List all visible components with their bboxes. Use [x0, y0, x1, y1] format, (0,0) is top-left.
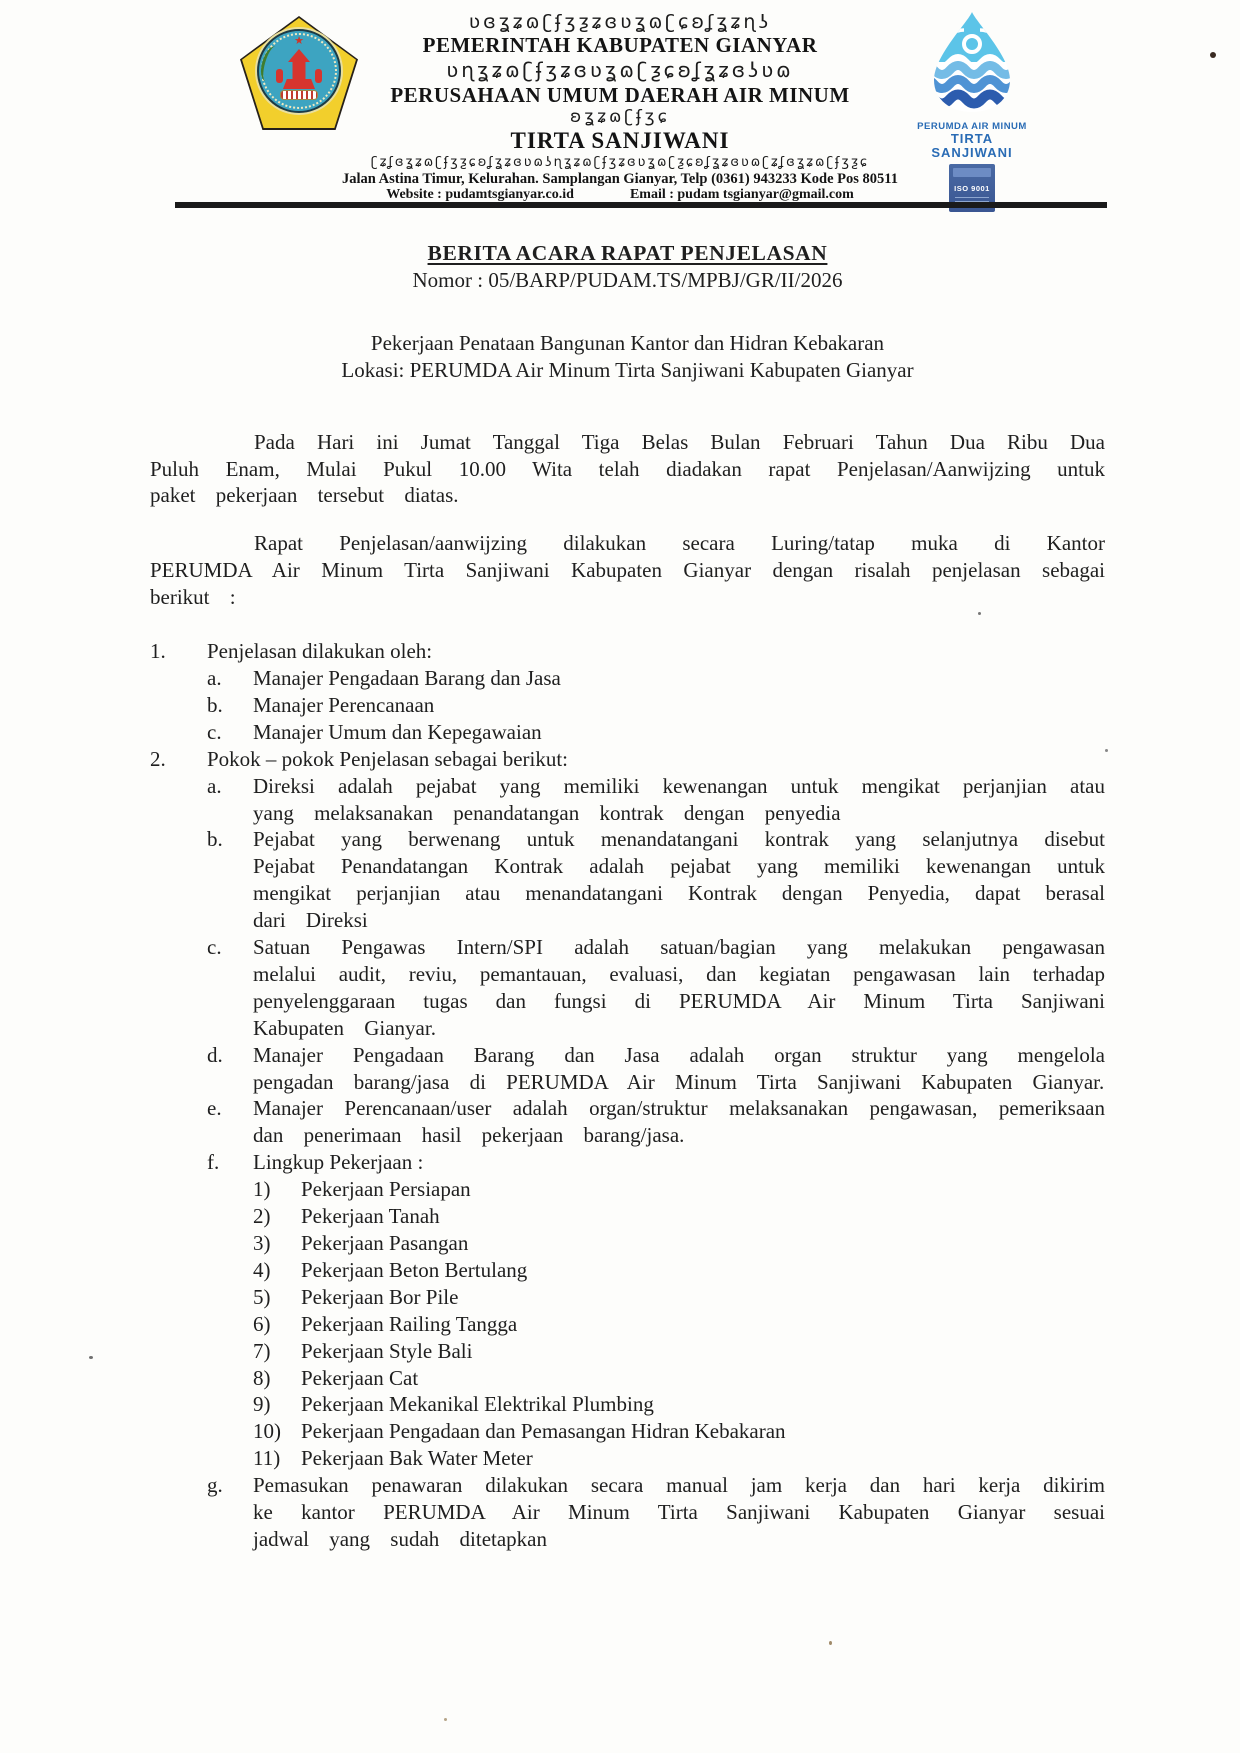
scan-speck	[89, 1356, 93, 1359]
list-item-marker: 7)	[253, 1338, 271, 1363]
scan-speck	[829, 1641, 832, 1645]
list-item-content	[301, 1176, 1105, 1203]
list-item-text: Direksi adalah pejabat yang memiliki kewenangan untuk mengikat perjanjian atau yang melaksanakan penandatangan kontrak dengan penyedia	[253, 773, 1105, 825]
list-item	[207, 826, 1105, 934]
list-item-content	[301, 1418, 1105, 1445]
government-name: PEMERINTAH KABUPATEN GIANYAR	[422, 33, 818, 57]
list-item-text: Manajer Perencanaan	[253, 692, 435, 717]
list-item	[253, 1230, 1105, 1257]
subject-block	[150, 330, 1105, 384]
list-item-content	[207, 638, 1105, 746]
list-item-content	[253, 1472, 1105, 1553]
list-item-content	[301, 1445, 1105, 1472]
letterhead	[0, 0, 1240, 210]
list-item-content	[301, 1203, 1105, 1230]
document-title: BERITA ACARA RAPAT PENJELASAN	[427, 241, 828, 265]
list-item-text: Pekerjaan Persiapan	[301, 1177, 471, 1202]
list-item-marker: e.	[207, 1096, 222, 1121]
document-number: Nomor : 05/BARP/PUDAM.TS/MPBJ/GR/II/2026	[412, 267, 843, 292]
list-item	[207, 1095, 1105, 1149]
list-item	[207, 1472, 1105, 1553]
list-item-marker: 4)	[253, 1257, 271, 1282]
list-item-marker: 1)	[253, 1177, 271, 1202]
crest-star-icon: ★	[294, 35, 304, 47]
list-item-marker: 6)	[253, 1311, 271, 1336]
document-body	[150, 240, 1105, 1553]
list-item	[207, 934, 1105, 1042]
list-item-content	[301, 1365, 1105, 1392]
list-item-text: Pekerjaan Beton Bertulang	[301, 1257, 528, 1282]
balinese-script-line-2: ʋɳʓʑɷʗʄʒʑɞʋʓɷʗƺɕʚʆʓʑɞʖʋɷ	[446, 58, 794, 82]
opening-paragraph: Pada Hari ini Jumat Tanggal Tiga Belas Bulan Februari Tahun Dua Ribu Dua Puluh Enam, Mulai Pukul 10.00 Wita telah diadakan rapat Penjelasan/Aanwijzing untuk paket pekerjaan tersebut diatas.	[150, 429, 1105, 508]
list-item	[253, 1284, 1105, 1311]
list-item-text: Pekerjaan Pasangan	[301, 1231, 469, 1255]
list-item	[253, 1338, 1105, 1365]
letterhead-divider	[175, 202, 1107, 208]
list-item-marker: a.	[207, 665, 222, 690]
list-item-text: Pekerjaan Mekanikal Elektrikal Plumbing	[301, 1392, 654, 1417]
perumda-water-logo	[914, 10, 1030, 212]
list-item-content	[301, 1257, 1105, 1284]
list-item-marker: 9)	[253, 1392, 271, 1417]
list-item-content	[301, 1391, 1105, 1418]
brand-name: TIRTA SANJIWANI	[510, 128, 730, 153]
subject-line-1: Pekerjaan Penataan Bangunan Kantor dan Hidran Kebakaran	[370, 330, 885, 355]
list-item	[253, 1365, 1105, 1392]
list-item-marker: f.	[207, 1150, 220, 1175]
list-item-marker: b.	[207, 692, 223, 717]
iso-badge-text: ISO 9001	[954, 184, 990, 193]
list-item-text: Manajer Umum dan Kepegawaian	[253, 719, 542, 744]
list-item-content	[253, 665, 1105, 692]
address-line: Jalan Astina Timur, Kelurahan. Samplangan Gianyar, Telp (0361) 943233 Kode Pos 80511	[342, 171, 898, 187]
list-item-content	[253, 934, 1105, 1042]
balinese-script-line-1: ʋɞʓʑɷʗʄʒƺʑɞʋʓɷʗɕʚʆʓʑɳʖ	[468, 11, 772, 33]
list-item	[207, 773, 1105, 827]
right-logo-caption-1: PERUMDA AIR MINUM	[917, 121, 1027, 132]
scan-speck	[978, 612, 981, 615]
list-item-text: Manajer Pengadaan Barang dan Jasa adalah organ struktur yang mengelola pengadan barang/jasa di PERUMDA Air Minum Tirta Sanjiwani Kabupaten Gianyar.	[253, 1042, 1105, 1094]
company-name: PERUSAHAAN UMUM DAERAH AIR MINUM	[390, 83, 850, 107]
subject-line-2: Lokasi: PERUMDA Air Minum Tirta Sanjiwani Kabupaten Gianyar	[341, 357, 914, 382]
list-item	[207, 692, 1105, 719]
numbered-list	[150, 638, 1105, 1553]
list-item-marker: c.	[207, 935, 222, 960]
list-item-text: Pokok – pokok Penjelasan sebagai berikut:	[207, 746, 569, 771]
list-item-marker: 10)	[253, 1419, 281, 1444]
list-item-content	[253, 692, 1105, 719]
list-item-marker: 2)	[253, 1204, 271, 1229]
list-item-text: Pekerjaan Railing Tangga	[301, 1311, 518, 1336]
list-item-marker: 1.	[150, 639, 166, 664]
scan-speck	[1210, 52, 1216, 58]
list-item-text: Manajer Pengadaan Barang dan Jasa	[253, 665, 561, 690]
list-item-content	[253, 1149, 1105, 1472]
list-item-marker: 2.	[150, 746, 166, 771]
water-drop-icon	[924, 10, 1020, 114]
list-item-marker: 3)	[253, 1231, 271, 1255]
list-item-text: Pekerjaan Style Bali	[301, 1338, 473, 1363]
list-item-text: Pekerjaan Cat	[301, 1365, 419, 1390]
list-item-text: Pemasukan penawaran dilakukan secara manual jam kerja dan hari kerja dikirim ke kantor PERUMDA Air Minum Tirta Sanjiwani Kabupaten Gianyar sesuai jadwal yang sudah ditetapkan	[253, 1473, 1105, 1551]
website-label: Website : pudamtsgianyar.co.id	[386, 187, 574, 202]
list-item	[207, 719, 1105, 746]
list-item-marker: b.	[207, 827, 223, 852]
right-logo-caption-2: TIRTA SANJIWANI	[931, 131, 1013, 160]
list-item-content	[253, 826, 1105, 934]
list-item	[207, 1149, 1105, 1472]
list-item	[207, 665, 1105, 692]
list-item-content	[253, 1095, 1105, 1149]
list-item	[150, 638, 1105, 746]
list-item-content	[301, 1230, 1105, 1257]
list-item-content	[301, 1338, 1105, 1365]
list-item	[253, 1445, 1105, 1472]
list-item-text: Pekerjaan Bor Pile	[301, 1284, 459, 1309]
list-item-marker: a.	[207, 773, 222, 798]
list-item	[253, 1203, 1105, 1230]
list-item-marker: 8)	[253, 1365, 271, 1390]
iso-badge-header-strip	[953, 168, 991, 177]
list-item-text: Pekerjaan Bak Water Meter	[301, 1446, 533, 1471]
list-item-text: Pekerjaan Tanah	[301, 1204, 440, 1229]
email-label: Email : pudam tsgianyar@gmail.com	[629, 187, 854, 202]
list-item-text: Pejabat yang berwenang untuk menandatangani kontrak yang selanjutnya disebut Pejabat Penandatangan Kontrak adalah pejabat yang memiliki kewenangan untuk mengikat perjanjian atau menandatangani Kontrak dengan Penyedia, dapat berasal dari Direksi	[253, 827, 1105, 933]
second-paragraph: Rapat Penjelasan/aanwijzing dilakukan secara Luring/tatap muka di Kantor PERUMDA Air Minum Tirta Sanjiwani Kabupaten Gianyar dengan risalah penjelasan sebagai berikut :	[150, 531, 1105, 610]
scan-speck	[1105, 749, 1108, 752]
list-item-content	[253, 719, 1105, 746]
balinese-script-line-4: ʗʑʆɞʓʑɷʗʄʒƺɕʚʆʓʑɞʋɷʖɳʓʑɷʗʄʒʑɞʋʓɷʗƺɕʚʆʓʑɞʋɷʗʑʆɞʓʑɷʗʄʒƺɕ	[371, 155, 869, 170]
list-item-content	[207, 746, 1105, 1553]
list-item-text: Pekerjaan Pengadaan dan Pemasangan Hidran Kebakaran	[301, 1419, 786, 1444]
list-item	[253, 1311, 1105, 1338]
list-item	[253, 1391, 1105, 1418]
list-item-text: Penjelasan dilakukan oleh:	[207, 639, 433, 664]
list-item-content	[253, 1042, 1105, 1096]
list-item-content	[253, 773, 1105, 827]
list-item-text: Lingkup Pekerjaan :	[253, 1150, 424, 1175]
list-item	[253, 1418, 1105, 1445]
list-item-content	[301, 1284, 1105, 1311]
list-item-marker: d.	[207, 1042, 223, 1067]
list-item-marker: 11)	[253, 1446, 281, 1471]
list-item-text: Satuan Pengawas Intern/SPI adalah satuan/bagian yang melakukan pengawasan melalui audit, reviu, pemantauan, evaluasi, dan kegiatan pengawasan lain terhadap penyelenggaraan tugas dan fungsi di PERUMDA Air Minum Tirta Sanjiwani Kabupaten Gianyar.	[253, 935, 1105, 1040]
list-item-marker: 5)	[253, 1284, 271, 1309]
list-item	[207, 1042, 1105, 1096]
list-item-marker: c.	[207, 719, 222, 744]
scan-speck	[444, 1718, 447, 1721]
list-item-text: Manajer Perencanaan/user adalah organ/struktur melaksanakan pengawasan, pemeriksaan dan penerimaan hasil pekerjaan barang/jasa.	[253, 1096, 1105, 1148]
balinese-script-line-3: ʚʓʑɷʗʄʒɕ	[570, 107, 670, 127]
list-item	[253, 1176, 1105, 1203]
list-item	[150, 746, 1105, 1553]
list-item	[253, 1257, 1105, 1284]
list-item-content	[301, 1311, 1105, 1338]
list-item-marker: g.	[207, 1473, 223, 1498]
